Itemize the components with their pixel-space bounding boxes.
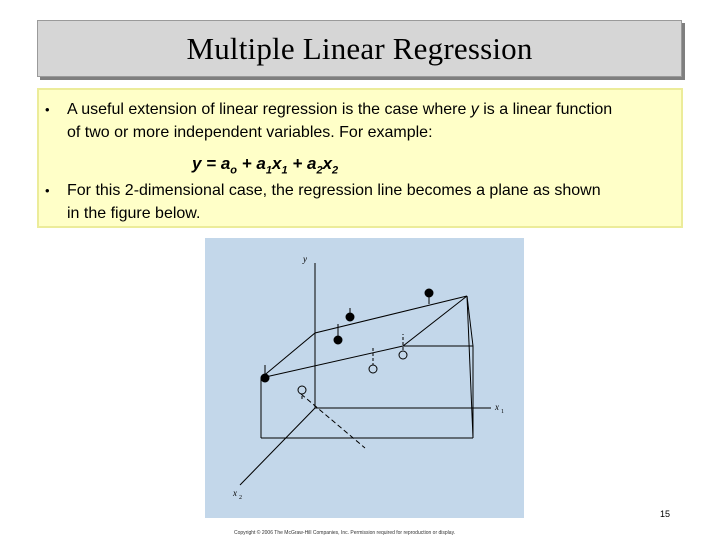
- eq-sub: o: [230, 164, 238, 177]
- bullet-mark: •: [45, 102, 50, 117]
- x1-axis-label-sub: 1: [501, 409, 504, 415]
- regression-equation: [192, 154, 338, 176]
- bullet-2-line-1: For this 2-dimensional case, the regression line becomes a plane as shown: [67, 182, 601, 199]
- page-number: 15: [660, 509, 671, 519]
- data-point-above: [425, 289, 433, 297]
- eq-part: x: [272, 154, 282, 173]
- eq-part: x: [322, 154, 333, 173]
- plane-diagonal: [301, 394, 365, 448]
- bullet-2-line-2: in the figure below.: [67, 205, 201, 222]
- eq-sub: 1: [265, 164, 272, 177]
- slide-title: Multiple Linear Regression: [186, 30, 533, 66]
- copyright-notice: Copyright © 2006 The McGraw-Hill Companies, Inc. Permission required for reproduction or display.: [234, 530, 456, 536]
- data-point-above: [334, 336, 342, 344]
- variable-y: y: [470, 101, 479, 118]
- bullet-1-text: [67, 98, 687, 144]
- x1-axis-label: x: [495, 402, 499, 412]
- eq-part: + a: [237, 154, 266, 173]
- regression-plane: [261, 296, 467, 378]
- x2-axis-label: x: [233, 488, 237, 498]
- eq-part: + a: [287, 154, 317, 173]
- regression-plane-figure: [205, 238, 524, 518]
- data-point-below: [399, 351, 407, 359]
- eq-sub: 2: [332, 164, 339, 177]
- data-point-above: [261, 374, 269, 382]
- bullet-2-text: [67, 179, 687, 225]
- x2-axis-label-sub: 2: [239, 495, 242, 501]
- bullet-mark: •: [45, 183, 50, 198]
- x2-axis: [240, 408, 315, 485]
- bullet-1-line-2: of two or more independent variables. For example:: [67, 124, 433, 141]
- content-box: [37, 88, 683, 228]
- y-axis-label: y: [303, 254, 307, 264]
- bullet-1-text-part: is a linear function: [478, 101, 613, 118]
- bullet-1-text-part: A useful extension of linear regression is the case where: [67, 101, 471, 118]
- data-point-below: [369, 365, 377, 373]
- title-bar: [37, 20, 682, 77]
- eq-sub: 1: [281, 164, 288, 177]
- eq-sub: 2: [316, 164, 323, 177]
- data-point-below: [298, 386, 306, 394]
- data-point-above: [346, 313, 354, 321]
- eq-part: y = a: [192, 154, 231, 173]
- regression-plane-diagram: [205, 238, 524, 518]
